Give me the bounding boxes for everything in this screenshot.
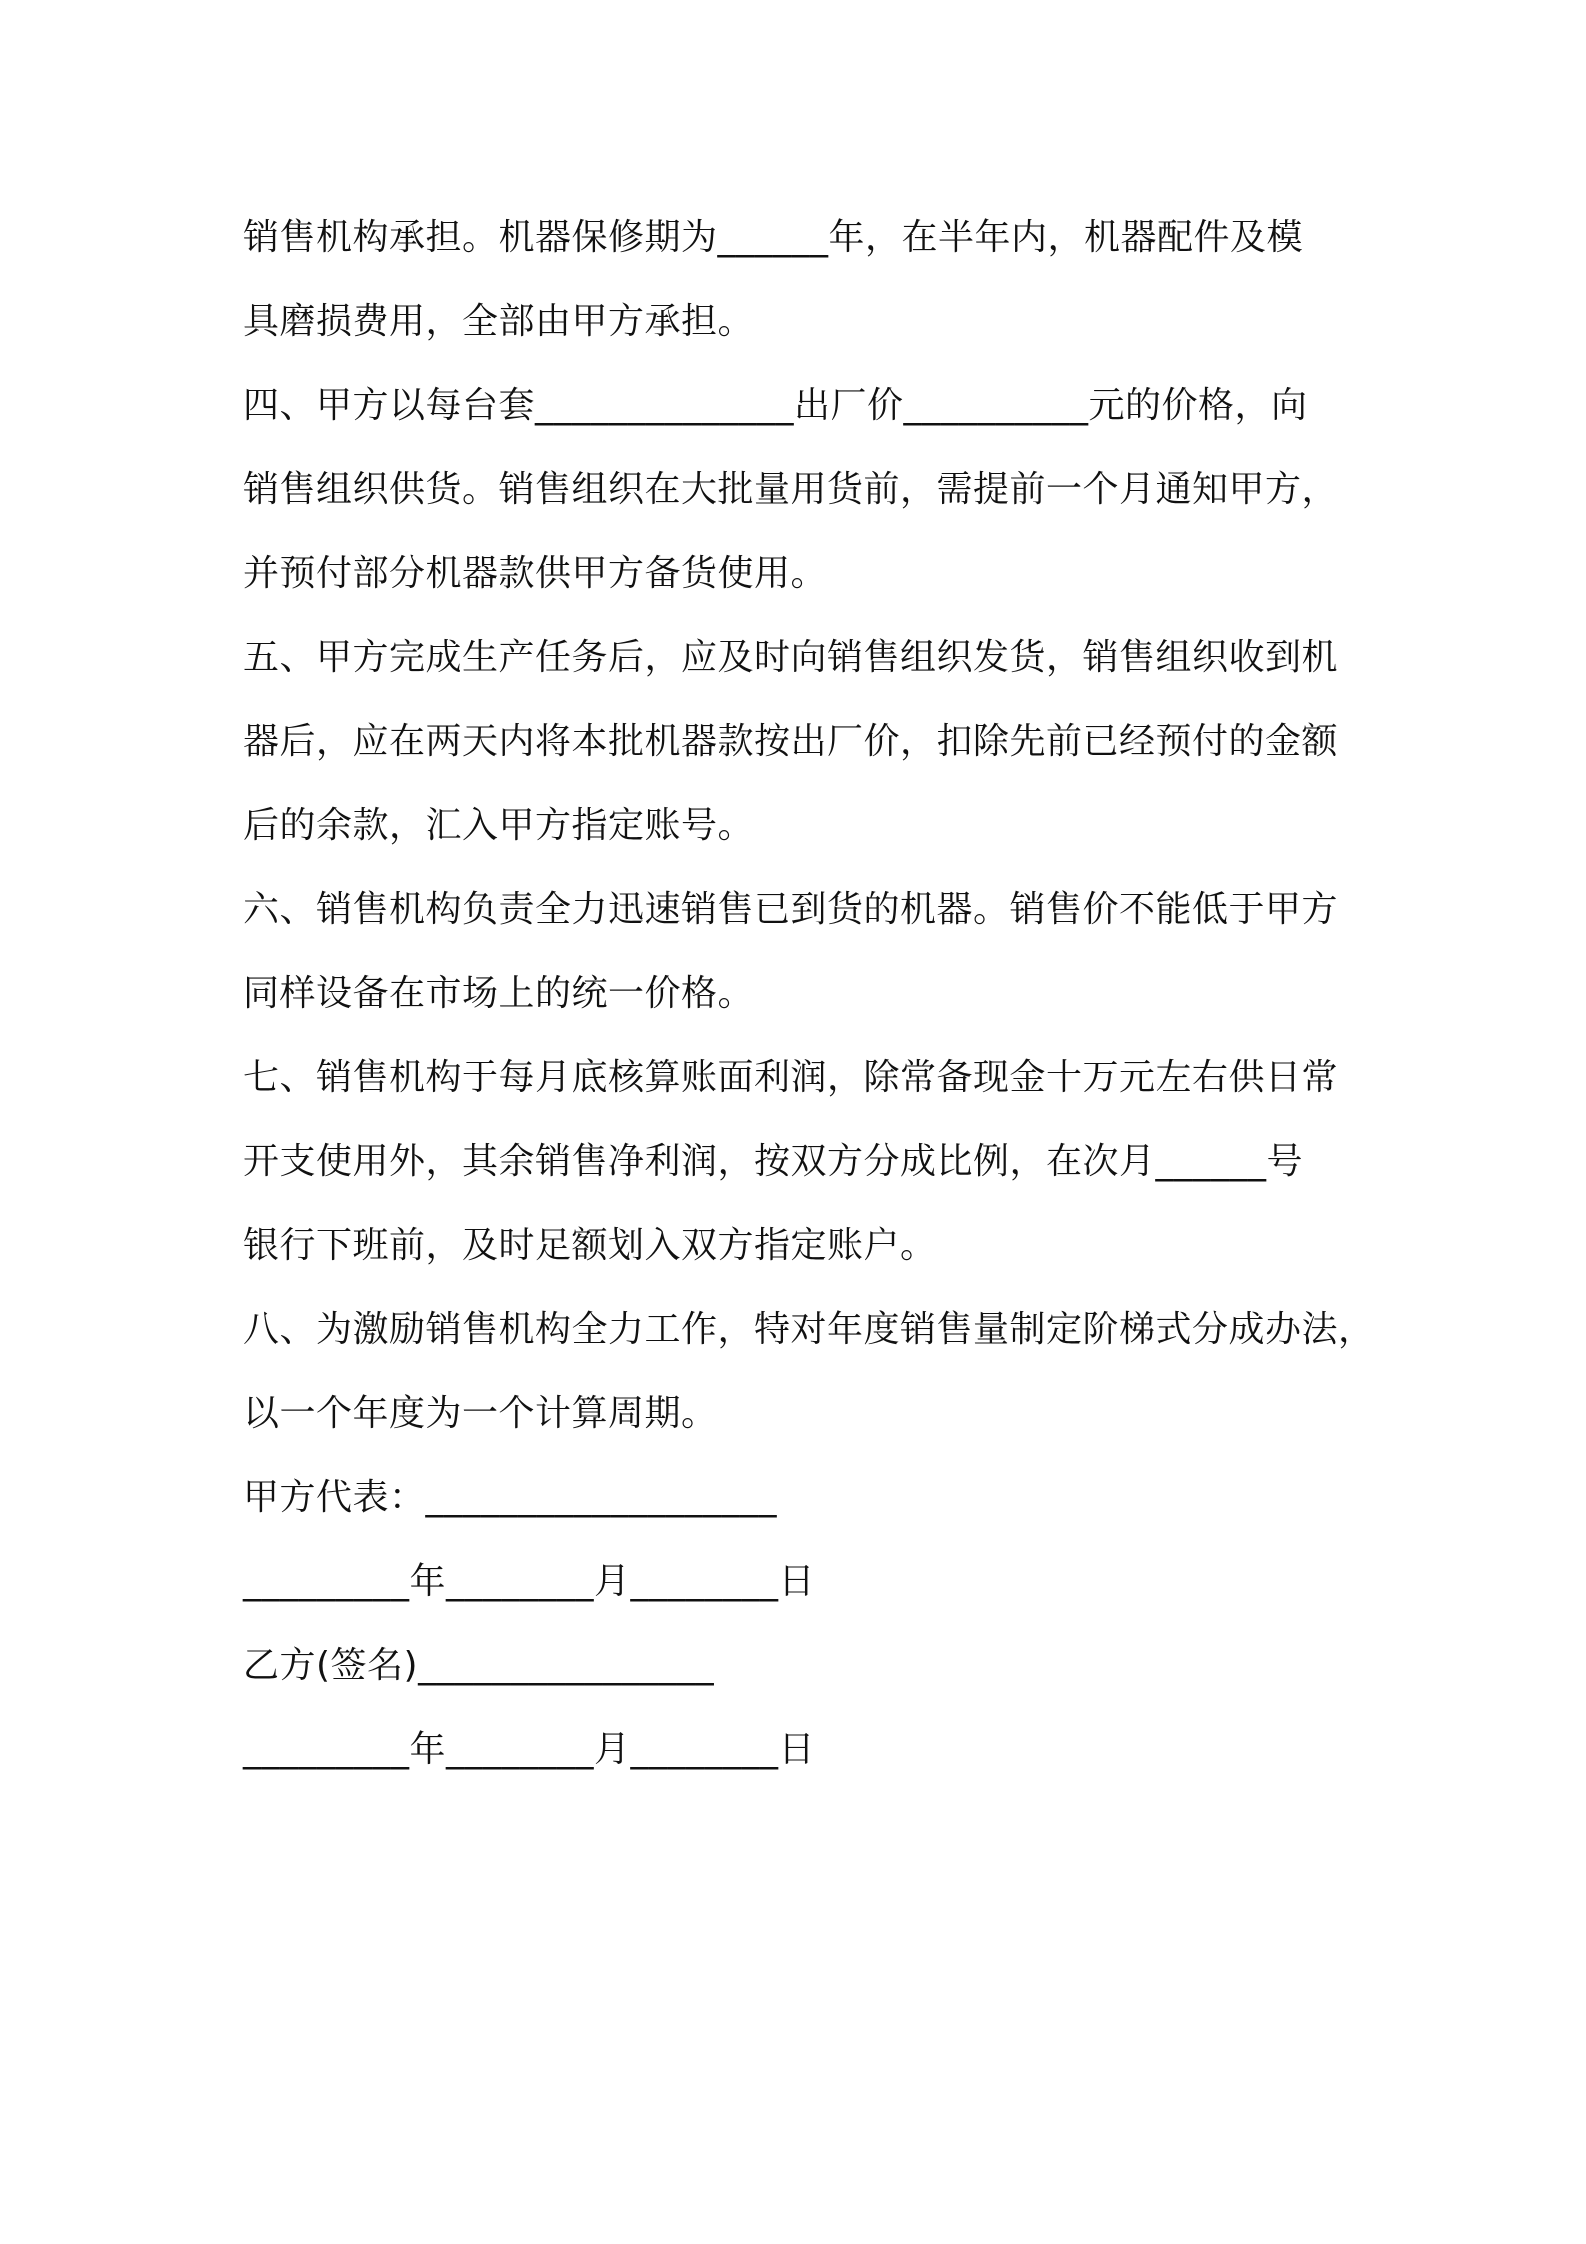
text-line: 七、销售机构于每月底核算账面利润，除常备现金十万元左右供日常 bbox=[243, 1057, 1339, 1098]
text-line: 具磨损费用，全部由甲方承担。 bbox=[243, 301, 755, 342]
text-line: 并预付部分机器款供甲方备货使用。 bbox=[243, 553, 828, 594]
document-body bbox=[243, 196, 1375, 1792]
text-line: 八、为激励销售机构全力工作，特对年度销售量制定阶梯式分成办法， bbox=[243, 1309, 1375, 1350]
text-line: 器后，应在两天内将本批机器款按出厂价，扣除先前已经预付的金额 bbox=[243, 721, 1339, 762]
text-line: 开支使用外，其余销售净利润，按双方分成比例，在次月______号 bbox=[243, 1141, 1304, 1182]
party-b-signature: 乙方(签名)________________ bbox=[243, 1645, 715, 1686]
text-line: 四、甲方以每台套______________出厂价__________元的价格，向 bbox=[243, 385, 1308, 426]
text-line: 销售机构承担。机器保修期为______年，在半年内，机器配件及模 bbox=[243, 217, 1304, 258]
signature-block bbox=[243, 1456, 1358, 1792]
text-line: 同样设备在市场上的统一价格。 bbox=[243, 973, 755, 1014]
text-line: 以一个年度为一个计算周期。 bbox=[243, 1393, 718, 1434]
text-line: 后的余款，汇入甲方指定账号。 bbox=[243, 805, 755, 846]
party-a-date: _________年________月________日 bbox=[243, 1561, 815, 1602]
text-line: 银行下班前，及时足额划入双方指定账户。 bbox=[243, 1225, 937, 1266]
text-line: 销售组织供货。销售组织在大批量用货前，需提前一个月通知甲方， bbox=[243, 469, 1339, 510]
party-b-date: _________年________月________日 bbox=[243, 1729, 815, 1770]
text-line: 六、销售机构负责全力迅速销售已到货的机器。销售价不能低于甲方 bbox=[243, 889, 1339, 930]
party-a-representative: 甲方代表：___________________ bbox=[243, 1477, 778, 1518]
text-line: 五、甲方完成生产任务后，应及时向销售组织发货，销售组织收到机 bbox=[243, 637, 1339, 678]
